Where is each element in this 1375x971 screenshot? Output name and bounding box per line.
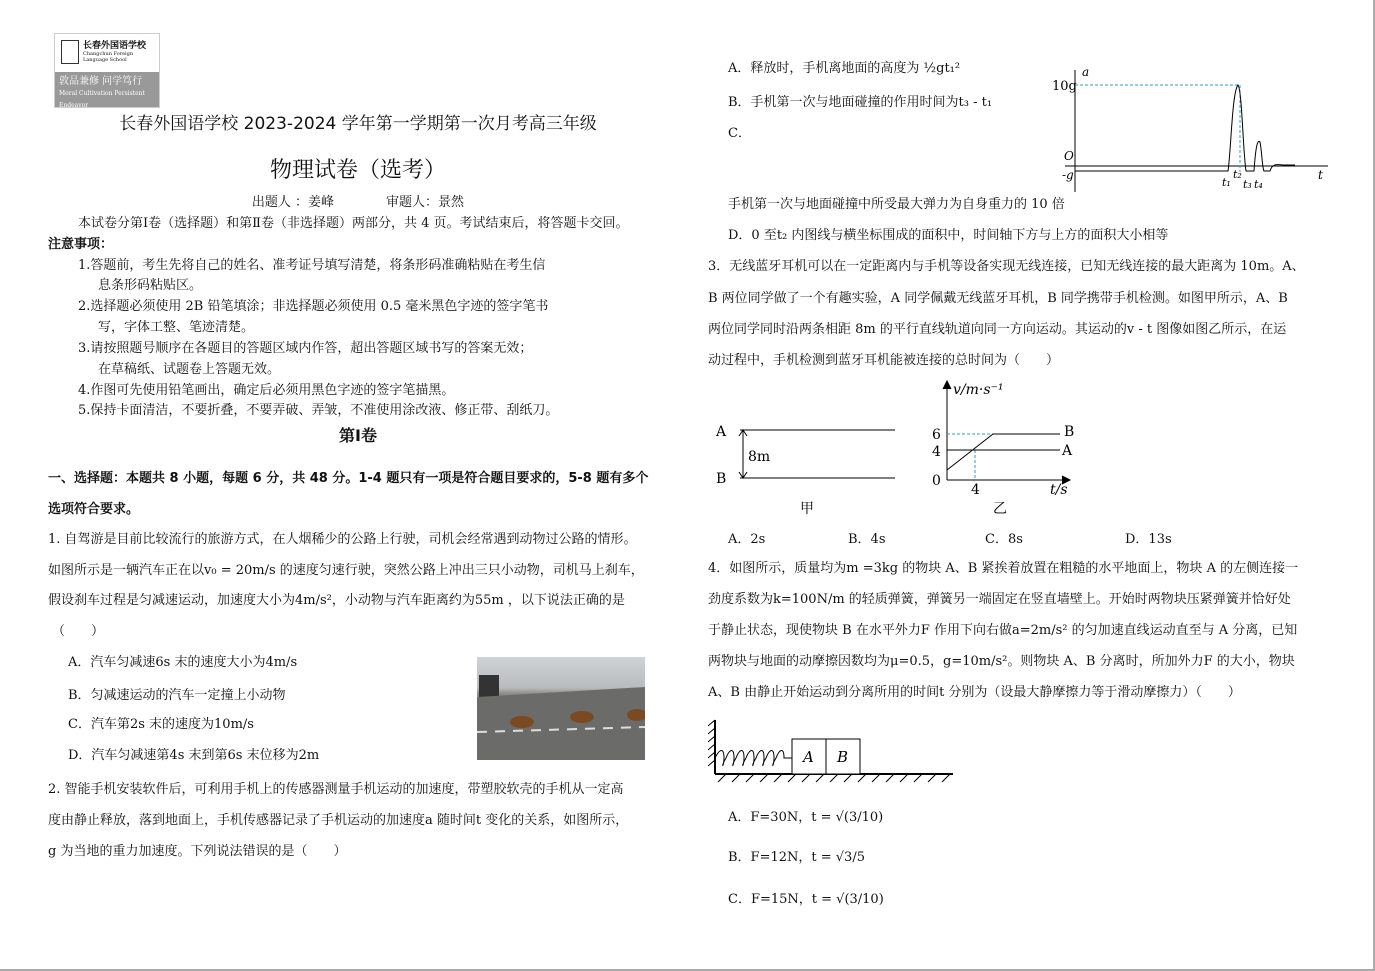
note-line: 息条形码粘贴区。	[98, 278, 203, 293]
line-a-label: A	[1062, 443, 1073, 459]
q4-text: 于静止状态，现使物块 B 在水平外力F 作用下向右做a=2m/s² 的匀加速直线运动直至与 A 分离，已知	[708, 623, 1298, 638]
exam-title: 长春外国语学校 2023-2024 学年第一学期第一次月考高三年级	[119, 114, 597, 134]
notes-heading: 注意事项：	[48, 237, 114, 252]
q3-option-a: A．2s	[728, 532, 766, 547]
seal-icon	[61, 40, 79, 64]
tick-0: 0	[932, 473, 941, 489]
note-line: 3.请按照题号顺序在各题目的答题区域内作答，超出答题区域书写的答案无效；	[78, 341, 533, 356]
section-title: 第Ⅰ卷	[339, 426, 377, 445]
note-line: 在草稿纸、试题卷上答题无效。	[98, 362, 281, 377]
distance-label: 8m	[748, 449, 771, 465]
q3-option-c: C．8s	[985, 532, 1023, 547]
motto-en: Moral Cultivation Persistent Endeavor	[59, 90, 145, 109]
q4-option-a: A．F=30N，t = √(3/10)	[728, 810, 884, 825]
q2-text: g 为当地的重力加速度。下列说法错误的是（ ）	[48, 844, 347, 859]
tick-x4: 4	[971, 482, 980, 498]
tick-t2: t₂	[1233, 168, 1242, 181]
q3-option-b: B．4s	[848, 532, 886, 547]
q4-text: 4．如图所示，质量均为m =3kg 的物块 A、B 紧挨着放置在粗糙的水平地面上，物块 A 的左侧连接一	[708, 561, 1299, 576]
track-b-label: B	[716, 471, 727, 487]
line-b-label: B	[1064, 424, 1075, 440]
q3-text: B 两位同学做了一个有趣实验，A 同学佩戴无线蓝牙耳机，B 同学携带手机检测。如图甲所示，A、B	[708, 291, 1288, 306]
q3-text: 动过程中，手机检测到蓝牙耳机能被连接的总时间为（ ）	[708, 353, 1060, 368]
caption-yi: 乙	[993, 501, 1007, 517]
q2-text: 度由静止释放，落到地面上，手机传感器记录了手机运动的加速度a 随时间t 变化的关系，如图所示，	[48, 813, 629, 828]
y-top-label: 10g	[1052, 79, 1077, 94]
x-axis-label: t	[1318, 168, 1323, 182]
q1-option-a: A．汽车匀减速6s 末的速度大小为4m/s	[68, 655, 298, 670]
origin-label: O	[1064, 149, 1074, 163]
note-line: 2.选择题必须使用 2B 铅笔填涂；非选择题必须使用 0.5 毫米黑色字迹的签字笔书	[78, 299, 549, 314]
q2-option-c-text: 手机第一次与地面碰撞中所受最大弹力为自身重力的 10 倍	[728, 197, 1065, 212]
q3-option-d: D．13s	[1125, 532, 1172, 547]
tick-4: 4	[932, 444, 941, 460]
section-instructions: 一、选择题：本题共 8 小题，每题 6 分，共 48 分。1-4 题只有一项是符合题目要求的，5-8 题有多个	[48, 471, 649, 486]
figure-jia	[715, 424, 895, 517]
q3-text: 3．无线蓝牙耳机可以在一定距离内与手机等设备实现无线连接，已知无线连接的最大距离为 10m。A、	[708, 259, 1305, 274]
caption-jia: 甲	[800, 501, 814, 517]
q4-text: 劲度系数为k=100N/m 的轻质弹簧，弹簧另一端固定在竖直墙壁上。开始时两物块压紧弹簧并恰好处	[708, 592, 1291, 607]
q4-text: A、B 由静止开始运动到分离所用的时间t 分别为（设最大静摩擦力等于滑动摩擦力）（ ）	[708, 685, 1241, 700]
track-a-label: A	[716, 424, 727, 440]
photo-content	[477, 657, 645, 760]
q2-option-d: D．0 至t₂ 内图线与横坐标围成的面积中，时间轴下方与上方的面积大小相等	[728, 228, 1169, 243]
block-a-label: A	[803, 748, 814, 766]
exam-subtitle: 物理试卷（选考）	[269, 158, 446, 183]
q2-option-c: C．	[728, 126, 751, 141]
authors: 出题人 ：姜峰 审题人：景然	[251, 195, 465, 210]
q2-text: 2. 智能手机安装软件后，可利用手机上的传感器测量手机运动的加速度，带塑胶软壳的手机从一定高	[48, 782, 624, 797]
q4-option-c: C．F=15N，t = √(3/10)	[728, 892, 884, 907]
note-line: 写，字体工整、笔迹清楚。	[98, 320, 255, 335]
y-axis-label: v/m·s⁻¹	[953, 382, 1004, 398]
q3-text: 两位同学同时沿两条相距 8m 的平行直线轨道向同一方向运动。其运动的v - t 图像如图乙所示，在运	[708, 322, 1287, 337]
block-b-label: B	[837, 748, 849, 766]
y-axis-label: a	[1082, 65, 1090, 79]
school-logo	[54, 33, 160, 108]
logo-text: 长春外国语学校	[83, 41, 147, 51]
q2-option-a: A．释放时，手机离地面的高度为 ½gt₁²	[728, 61, 961, 76]
note-line: 1.答题前，考生先将自己的姓名、准考证号填写清楚，将条形码准确粘贴在考生信	[78, 258, 546, 273]
q4-option-b: B．F=12N，t = √3/5	[728, 850, 865, 865]
q1-option-d: D．汽车匀减速第4s 末到第6s 末位移为2m	[68, 748, 320, 763]
q1-option-b: B．匀减速运动的汽车一定撞上小动物	[68, 688, 286, 703]
tick-t4: t₄	[1254, 178, 1263, 191]
q4-text: 两物块与地面的动摩擦因数均为μ=0.5，g=10m/s²。则物块 A、B 分离时，所加外力F 的大小，物块	[708, 654, 1295, 669]
intro: 本试卷分第Ⅰ卷（选择题）和第Ⅱ卷（非选择题）两部分，共 4 页。考试结束后，将答题卡交回。	[78, 216, 629, 231]
motto: 敦品兼修 问学笃行	[59, 76, 143, 87]
tick-t3: t₃	[1243, 178, 1252, 191]
q1-text: 假设刹车过程是匀减速运动，加速度大小为4m/s²，小动物与汽车距离约为55m ，以下说法正确的是	[48, 593, 625, 608]
q1-text: 如图所示是一辆汽车正在以v₀ = 20m/s 的速度匀速行驶，突然公路上冲出三只小动物，司机马上刹车，	[48, 563, 644, 578]
figure-yi-vt-graph	[932, 381, 1074, 517]
note-line: 5.保持卡面清洁，不要折叠，不要弄破、弄皱，不准使用涂改液、修正带、刮纸刀。	[78, 403, 559, 418]
spring-block-diagram	[708, 712, 958, 784]
y-neg-label: -g	[1062, 168, 1074, 182]
road-animals-photo	[477, 657, 645, 760]
q3-figures	[710, 375, 1090, 520]
tick-6: 6	[932, 427, 941, 443]
x-axis-label: t/s	[1050, 482, 1068, 498]
logo-en: Changchun Foreign Language School	[83, 51, 134, 63]
note-line: 4.作图可先使用铅笔画出，确定后必须用黑色字迹的签字笔描黑。	[78, 383, 455, 398]
acceleration-time-graph	[1050, 62, 1340, 197]
q2-option-b: B．手机第一次与地面碰撞的作用时间为t₃ - t₁	[728, 95, 993, 110]
q1-text: （ ）	[52, 624, 105, 639]
section-instructions: 选项符合要求。	[48, 502, 140, 517]
tick-t1: t₁	[1222, 176, 1231, 189]
q1-text: 1. 自驾游是目前比较流行的旅游方式，在人烟稀少的公路上行驶，司机会经常遇到动物过公路的情形。	[48, 532, 637, 547]
q1-option-c: C．汽车第2s 末的速度为10m/s	[68, 717, 254, 732]
